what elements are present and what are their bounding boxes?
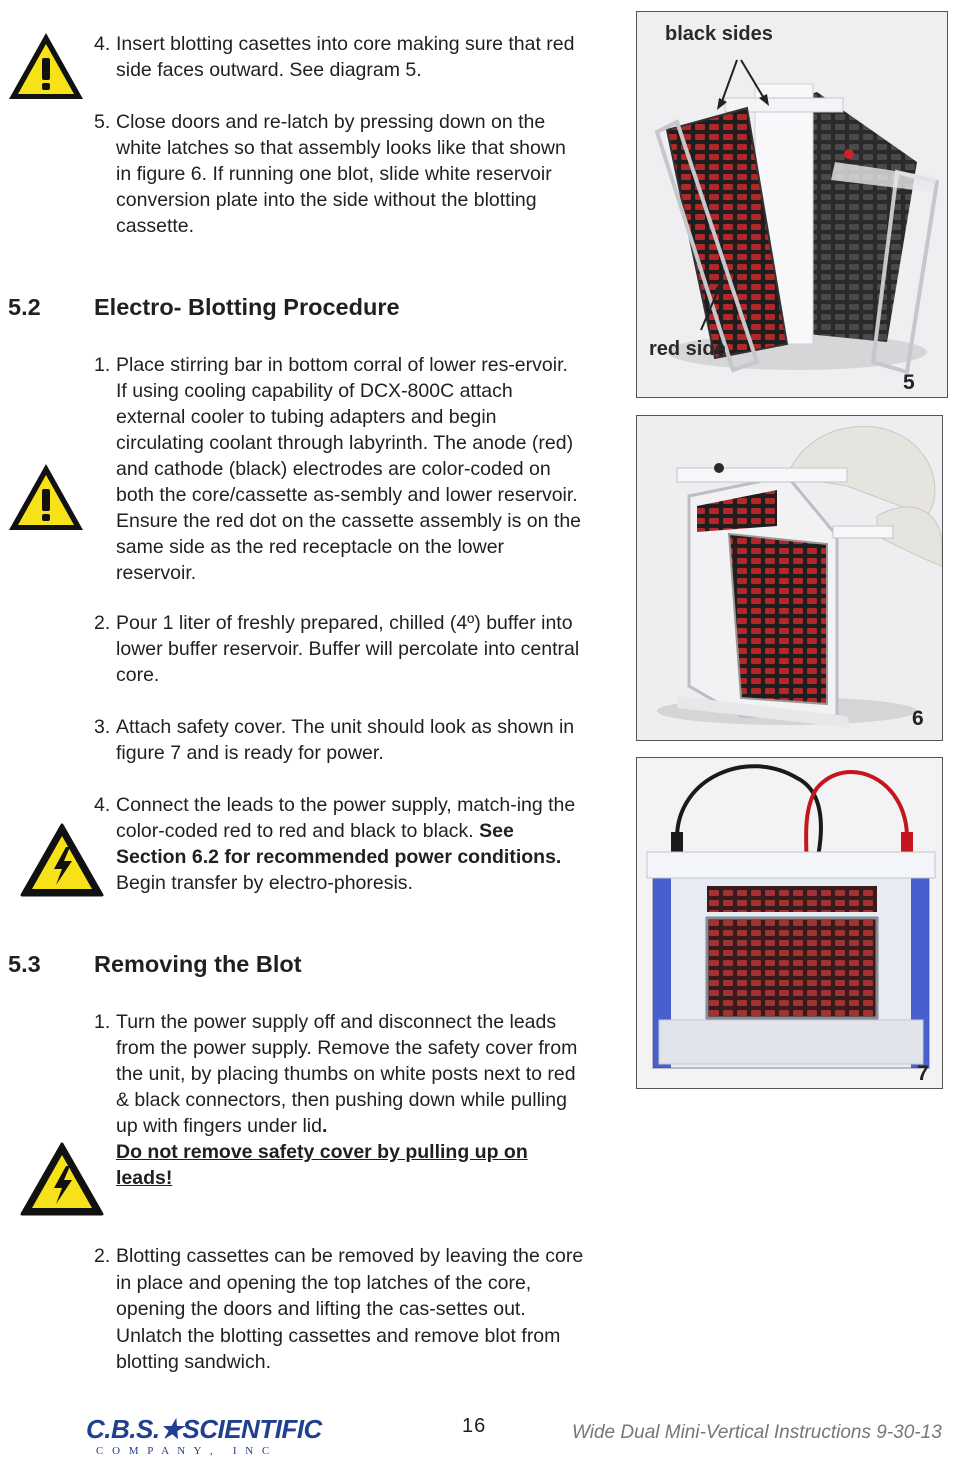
figure-number: 5 <box>903 371 915 394</box>
figure-6 <box>636 415 943 741</box>
company-logo <box>86 1414 322 1458</box>
list-item <box>94 31 584 83</box>
figure-number: 7 <box>917 1062 929 1085</box>
figure-5 <box>636 11 948 398</box>
high-voltage-icon <box>20 1142 104 1216</box>
step-number: 2. <box>94 1245 111 1267</box>
logo-subtitle: C O M P A N Y , I N C <box>96 1445 273 1457</box>
step-text <box>116 1009 584 1191</box>
step-text: Close doors and re-latch by pressing down on the white latches so that assembly looks like that shown in figure 6. If running one blot, slide white reservoir conversion plate into the side without the blotting cassette. <box>116 111 566 237</box>
step-text-bold: . <box>321 1115 328 1137</box>
list-item <box>94 714 584 766</box>
page-number: 16 <box>462 1415 487 1437</box>
high-voltage-icon <box>20 823 104 897</box>
figure-label-black-sides: black sides <box>665 23 773 45</box>
section-title: Removing the Blot <box>94 951 302 977</box>
document-title: Wide Dual Mini-Vertical Instructions 9-30-13 <box>572 1422 942 1443</box>
step-text-part: Connect the leads to the power supply, match-ing the color-coded red to red and black to black. <box>116 794 576 842</box>
step-number: 3. <box>94 716 111 738</box>
step-text-part: Turn the power supply off and disconnect the leads from the power supply. Remove the safety cover from the unit, by placing thumbs on white posts next to red & black connectors, then pushing down while pulling up with fingers under lid <box>116 1011 578 1137</box>
step-number: 4. <box>94 794 111 816</box>
step-text <box>116 792 584 896</box>
section-number: 5.2 <box>8 294 41 320</box>
list-item <box>94 610 584 688</box>
section-title: Electro- Blotting Procedure <box>94 294 400 320</box>
section-number: 5.3 <box>8 951 41 977</box>
safety-warning: Do not remove safety cover by pulling up on leads! <box>116 1141 528 1189</box>
list-item <box>94 1243 584 1376</box>
step-number: 5. <box>94 111 111 133</box>
warning-icon <box>6 30 86 102</box>
list-item <box>94 109 584 239</box>
step-text-bold: See Section 6.2 for recommended power conditions. <box>116 820 562 868</box>
step-number: 1. <box>94 1011 111 1033</box>
step-number: 4. <box>94 33 111 55</box>
step-text: Attach safety cover. The unit should look as shown in figure 7 and is ready for power. <box>116 716 575 764</box>
step-text: Insert blotting casettes into core making sure that red side faces outward. See diagram 5. <box>116 33 575 81</box>
step-text-part: Begin transfer by electro-phoresis. <box>116 872 413 894</box>
step-text: Place stirring bar in bottom corral of lower res-ervoir. If using cooling capability of DCX-800C attach external cooler to tubing adapters and begin circulating coolant through labyrinth. The anode (red) and cathode (black) electrodes are color-coded on both the core/cassette as-sembly and lower reservoir. Ensure the red dot on the cassette assembly is on the same side as the red receptacle on the lower reservoir. <box>116 354 582 584</box>
figure-7 <box>636 757 943 1089</box>
step-text: Blotting cassettes can be removed by leaving the core in place and opening the top latches of the core, opening the doors and lifting the cas-settes out. Unlatch the blotting cassettes and remove blot from blotting sandwich. <box>116 1245 584 1373</box>
list-item <box>94 1009 584 1191</box>
step-number: 2. <box>94 612 111 634</box>
step-number: 1. <box>94 354 111 376</box>
figure-number: 6 <box>912 707 924 730</box>
warning-icon <box>6 461 86 533</box>
figure-6-illustration <box>637 416 942 740</box>
list-item <box>94 792 584 896</box>
figure-7-illustration <box>637 758 942 1088</box>
list-item <box>94 352 584 586</box>
step-text: Pour 1 liter of freshly prepared, chilled (4º) buffer into lower buffer reservoir. Buffer will percolate into central core. <box>116 612 580 686</box>
logo-wordmark: C.B.S.★SCIENTIFIC <box>86 1414 322 1444</box>
figure-label-red-side: red side <box>649 338 726 360</box>
